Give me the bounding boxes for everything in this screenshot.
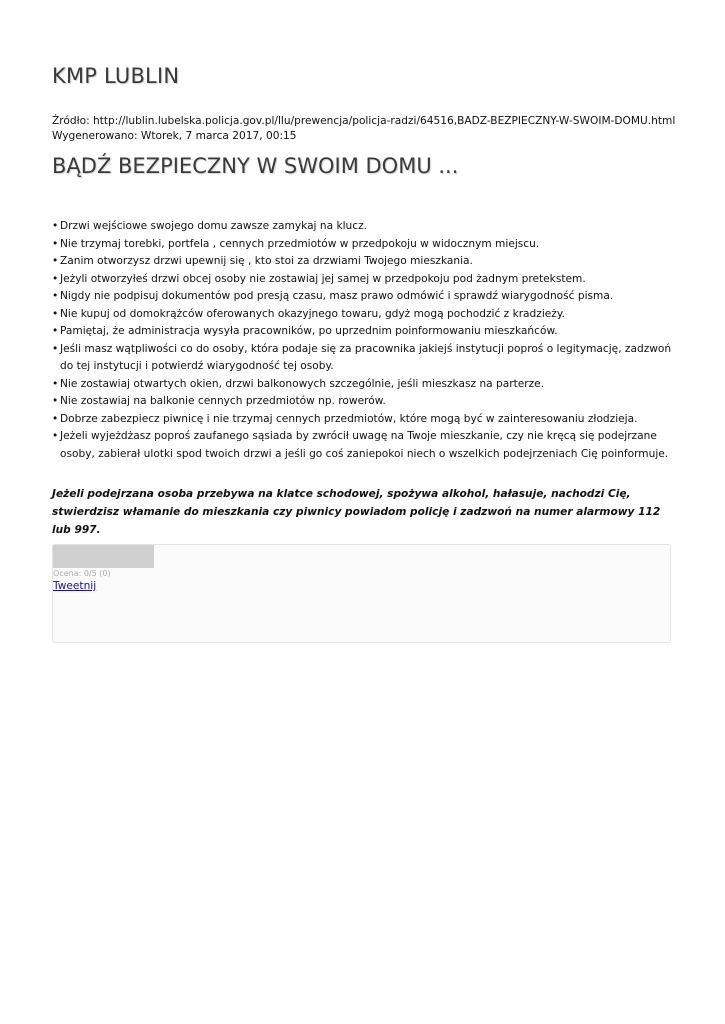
document-meta — [52, 114, 675, 144]
rating-stars-bar[interactable] — [53, 545, 154, 568]
generated-date: Wygenerowano: Wtorek, 7 marca 2017, 00:15 — [52, 130, 297, 142]
tweet-link[interactable]: Tweetnij — [53, 580, 97, 592]
safety-tips-list — [52, 218, 677, 463]
list-item: • Nie trzymaj torebki, portfela , cennych przedmiotów w przedpokoju w widocznym miejscu. — [52, 236, 677, 254]
rating-panel — [52, 544, 671, 643]
source-url: Źródło: http://lublin.lubelska.policja.gov.pl/llu/prewencja/policja-radzi/64516,BADZ-BEZPIECZNY-W-SWOIM-DOMU.html — [52, 115, 676, 127]
site-title: KMP LUBLIN — [52, 64, 180, 88]
list-item: • Nie kupuj od domokrążców oferowanych okazyjnego towaru, gdyż mogą pochodzić z kradzieży. — [52, 306, 677, 324]
article-title: BĄDŹ BEZPIECZNY W SWOIM DOMU ... — [52, 154, 459, 178]
list-item: • Jeżeli wyjeżdżasz poproś zaufanego sąsiada by zwrócił uwagę na Twoje mieszkanie, czy nie kręcą się podejrzane osoby, zabierał ulotki spod twoich drzwi a jeśli go coś zaniepokoi niech o wszelkich podejrzeniach Cię poinformuje. — [52, 428, 677, 463]
list-item: • Zanim otworzysz drzwi upewnij się , kto stoi za drzwiami Twojego mieszkania. — [52, 253, 677, 271]
list-item: • Dobrze zabezpiecz piwnicę i nie trzymaj cennych przedmiotów, które mogą być w zainteresowaniu złodzieja. — [52, 411, 677, 429]
list-item: • Nigdy nie podpisuj dokumentów pod presją czasu, masz prawo odmówić i sprawdź wiarygodność pisma. — [52, 288, 677, 306]
list-item: • Jeżyli otworzyłeś drzwi obcej osoby nie zostawiaj jej samej w przedpokoju pod żadnym pretekstem. — [52, 271, 677, 289]
list-item: • Jeśli masz wątpliwości co do osoby, która podaje się za pracownika jakiejś instytucji poproś o legitymację, zadzwoń do tej instytucji i potwierdź wiarygodność tej osoby. — [52, 341, 677, 376]
list-item: • Drzwi wejściowe swojego domu zawsze zamykaj na klucz. — [52, 218, 677, 236]
list-item: • Nie zostawiaj na balkonie cennych przedmiotów np. rowerów. — [52, 393, 677, 411]
list-item: • Pamiętaj, że administracja wysyła pracowników, po uprzednim poinformowaniu mieszkańców. — [52, 323, 677, 341]
emergency-warning: Jeżeli podejrzana osoba przebywa na klatce schodowej, spożywa alkohol, hałasuje, nachodzi Cię, stwierdzisz włamanie do mieszkania czy piwnicy powiadom policję i zadzwoń na numer alarmowy 112 lub 997. — [52, 487, 661, 536]
list-item: • Nie zostawiaj otwartych okien, drzwi balkonowych szczególnie, jeśli mieszkasz na parterze. — [52, 376, 677, 394]
rating-label: Ocena: 0/5 (0) — [53, 569, 111, 578]
